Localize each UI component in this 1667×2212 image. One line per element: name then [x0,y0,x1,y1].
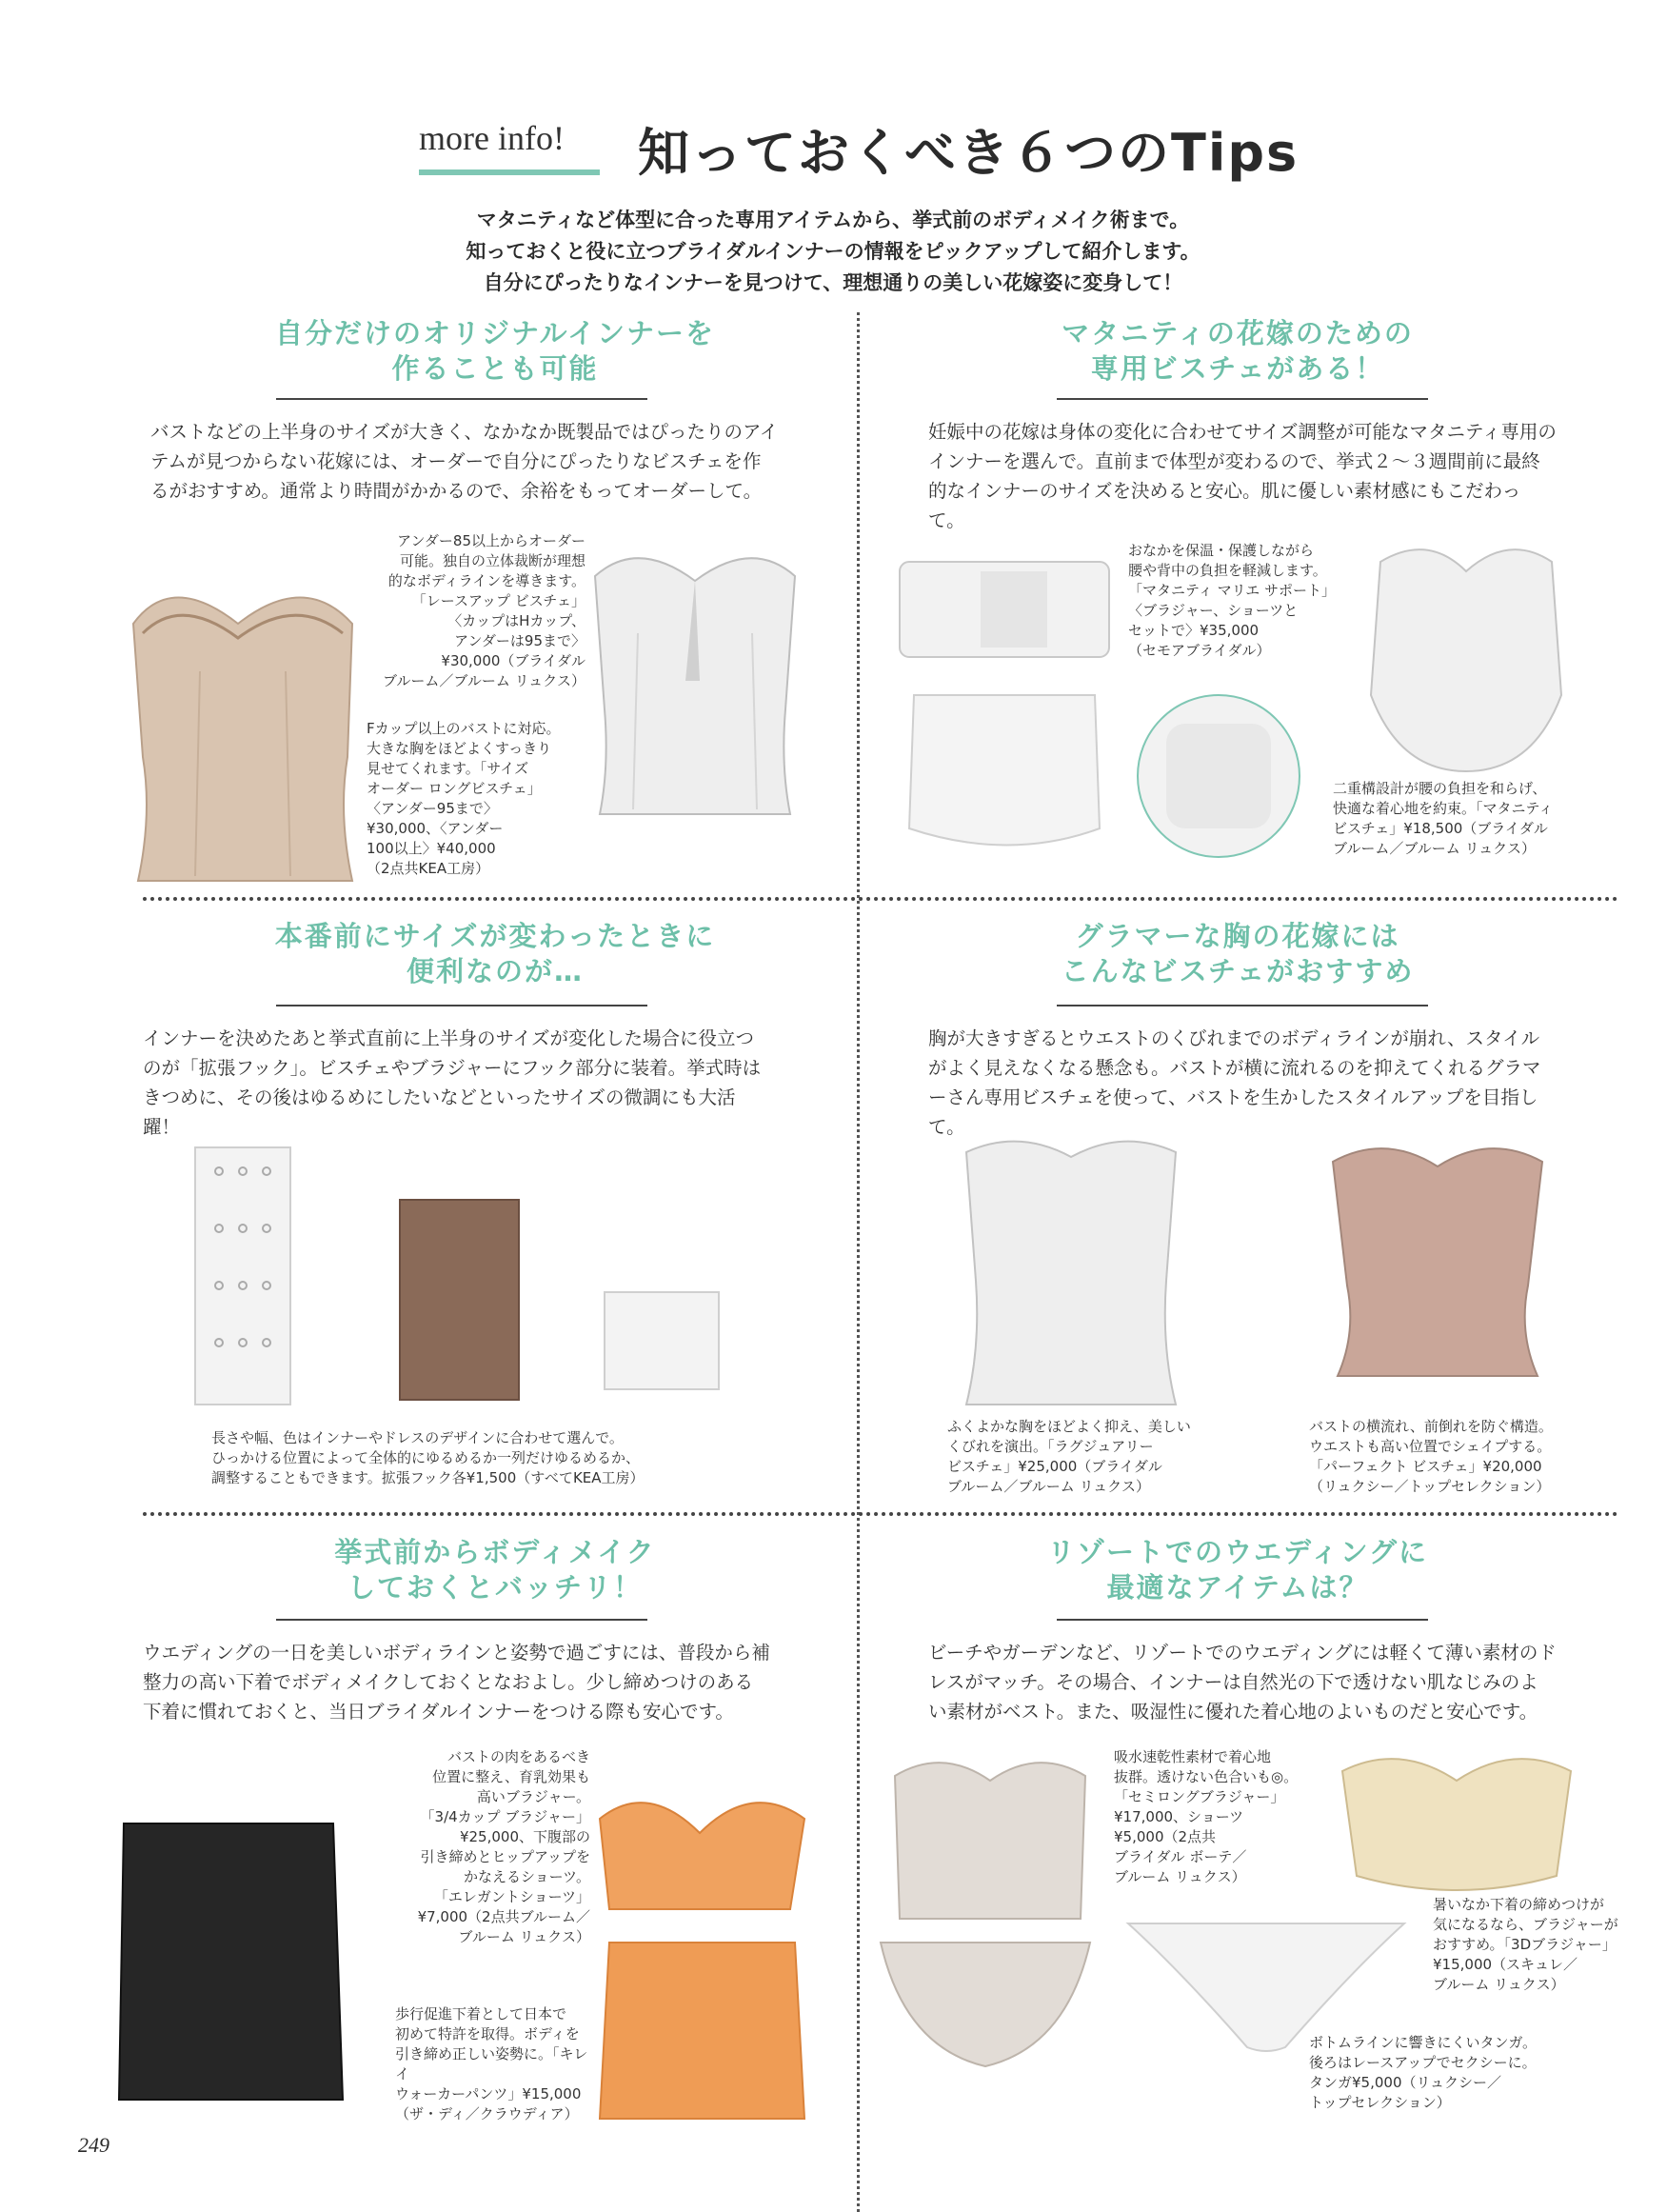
product-caption: バストの肉をあるべき 位置に整え、育乳効果も 高いブラジャー。 「3/4カップ ブラジャー」 ¥25,000、下腹部の 引き締めとヒップアップを かなえるショーツ。 「エレガントショーツ」 ¥7,000（2点共ブルーム／ ブルーム リュクス） [417,1748,590,1945]
3d-bra-image [1338,1743,1576,1895]
section-title [866,1535,1609,1605]
hook-extender-brown-image [395,1195,524,1405]
section-body: 妊娠中の花嫁は身体の変化に合わせてサイズ調整が可能なマタニティ専用のインナーを選んで。直前まで体型が変わるので、挙式２〜３週間前に最終的なインナーのサイズを決めると安心。肌に優しい素材感にもこだわって。 [928,421,1557,531]
product-caption: 歩行促進下着として日本で 初めて特許を取得。ボディを 引き締め正しい姿勢に。「キレイ ウォーカーパンツ」¥15,000 （ザ・ディ／クラウディア） [395,2005,588,2122]
more-info-underline [419,169,600,175]
product-caption: ボトムラインに響きにくいタンガ。 後ろはレースアップでセクシーに。 タンガ¥5,000（リュクシー／ トップセレクション） [1309,2034,1537,2111]
section-title-rule [276,1619,647,1621]
section-body: インナーを決めたあと挙式直前に上半身のサイズが変化した場合に役立つのが「拡張フック」。ビスチェやブラジャーにフック部分に装着。挙式時はきつめに、その後はゆるめにしたいなどといったサイズの微調にも大活躍！ [143,1027,762,1138]
product-caption: アンダー85以上からオーダー 可能。独自の立体裁断が理想 的なボディラインを導きます。 「レースアップ ビスチェ」 〈カップはHカップ、 アンダーは95まで〉 ¥30,000（ブライダル ブルーム／ブルーム リュクス） [383,532,585,689]
page-number: 249 [78,2133,109,2157]
product-caption: 二重構設計が腰の負担を和らげ、 快適な着心地を約束。「マタニティ ビスチェ」¥18,500（ブライダル ブルーム／ブルーム リュクス） [1333,780,1554,857]
hook-extender-short-image [600,1287,724,1394]
section-body: バストなどの上半身のサイズが大きく、なかなか既製品ではぴったりのアイテムが見つからない花嫁には、オーダーで自分にぴったりなビスチェを作るがおすすめ。通常より時間がかかるので、余裕をもってオーダーして。 [150,421,779,502]
section-title [866,316,1609,387]
section-body: ビーチやガーデンなど、リゾートでのウエディングには軽くて薄い素材のドレスがマッチ。その場合、インナーは自然光の下で透けない肌なじみのよい素材がベスト。また、吸湿性に優れた着心地のよいものだと安心です。 [928,1642,1557,1723]
section-title-line: しておくとバッチリ！ [347,1571,643,1604]
section-title-rule [276,1005,647,1006]
row-divider [143,1512,1618,1516]
section-title-rule [1057,1005,1428,1006]
product-caption: ふくよかな胸をほどよく抑え、美しい くびれを演出。「ラグジュアリー ビスチェ」¥25,000（ブライダル ブルーム／ブルーム リュクス） [947,1418,1191,1495]
product-caption: 吸水速乾性素材で着心地 抜群。透けない色合いも◎。 「セミロングブラジャー」 ¥17,000、ショーツ ¥5,000（2点共 ブライダル ボーテ／ ブルーム リュクス） [1114,1748,1299,1885]
more-info-label: more info! [419,119,565,157]
semi-long-bra-image [885,1747,1095,1923]
orange-lace-set-image [590,1743,814,2133]
section-title-line: 本番前にサイズが変わったときに [274,920,716,952]
maternity-shorts-image [895,676,1114,867]
section-title-line: 自分だけのオリジナルインナーを [274,317,716,349]
section-title-rule [1057,1619,1428,1621]
intro-line: 自分にぴったりなインナーを見つけて、理想通りの美しい花嫁姿に変身して！ [483,271,1183,294]
black-lace-pants-image [105,1814,352,2109]
section-title-line: 専用ビスチェがある！ [1090,352,1385,385]
maternity-model-image [1114,690,1323,862]
section-title [143,919,847,989]
bustier-beige-image [114,567,371,895]
section-body: 胸が大きすぎるとウエストのくびれまでのボディラインが崩れ、スタイルがよく見えなくなる懸念も。バストが横に流れるのを抑えてくれるグラマーさん専用ビスチェを使って、バストを生かしたスタイルアップを目指して。 [928,1027,1541,1138]
row-divider [143,897,1618,901]
product-caption: 暑いなか下着の締めつけが 気になるなら、ブラジャーが おすすめ。「3Dブラジャー」 ¥15,000（スキュレ／ ブルーム リュクス） [1433,1896,1618,1993]
product-caption: 長さや幅、色はインナーやドレスのデザインに合わせて選んで。 ひっかける位置によって全体的にゆるめるか一列だけゆるめるか、 調整することもできます。拡張フック各¥1,500（すべてKEA工房） [211,1429,645,1486]
intro-line: マタニティなど体型に合った専用アイテムから、挙式前のボディメイク術まで。 [476,209,1190,231]
maternity-support-belt-image [895,552,1114,667]
section-title [143,316,847,387]
section-title-rule [276,398,647,400]
section-body: ウエディングの一日を美しいボディラインと姿勢で過ごすには、普段から補整力の高い下着でボディメイクしておくとなおよし。少し締めつけのある下着に慣れておくと、当日ブライダルインナーをつける際も安心です。 [143,1642,770,1723]
bustier-white-image [581,538,809,824]
section-title-rule [1057,398,1428,400]
column-divider [857,312,860,2212]
maternity-bustier-image [1342,533,1580,781]
section-title-line: 作ることも可能 [391,352,599,385]
section-title [143,1535,847,1605]
section-title-line: グラマーな胸の花嫁には [1075,920,1400,952]
section-title-line: 最適なアイテムは？ [1106,1571,1369,1604]
intro-line: 知っておくと役に立つブライダルインナーの情報をピックアップして紹介します。 [466,240,1201,263]
intro-text [286,205,1380,299]
product-caption: バストの横流れ、前倒れを防ぐ構造。 ウエストも高い位置でシェイプする。 「パーフェクト ビスチェ」¥20,000 （リュクシー／トップセレクション） [1309,1418,1553,1495]
beige-shorts-image [876,1933,1095,2071]
page-title: 知っておくべき６つのTips [638,123,1300,183]
product-caption: おなかを保温・保護しながら 腰や背中の負担を軽減します。 「マタニティ マリエ サポート」 〈ブラジャー、ショーツと セットで〉¥35,000 （セモアブライダル） [1128,542,1337,659]
section-title [866,919,1609,989]
perfect-bustier-pink-image [1323,1133,1552,1381]
hook-extender-long-image [190,1143,295,1409]
section-title-line: こんなビスチェがおすすめ [1061,955,1415,987]
section-title-line: リゾートでのウエディングに [1046,1536,1429,1568]
section-title-line: 便利なのが… [406,955,584,987]
product-caption: Fカップ以上のバストに対応。 大きな胸をほどよくすっきり 見せてくれます。「サイズ オーダー ロングビスチェ」 〈アンダー95まで〉 ¥30,000、〈アンダー 100以上〉¥40,000 （2点共KEA工房） [367,720,561,877]
luxury-bustier-white-image [952,1128,1190,1409]
section-title-line: マタニティの花嫁のための [1062,317,1414,349]
section-title-line: 挙式前からボディメイク [334,1536,656,1568]
